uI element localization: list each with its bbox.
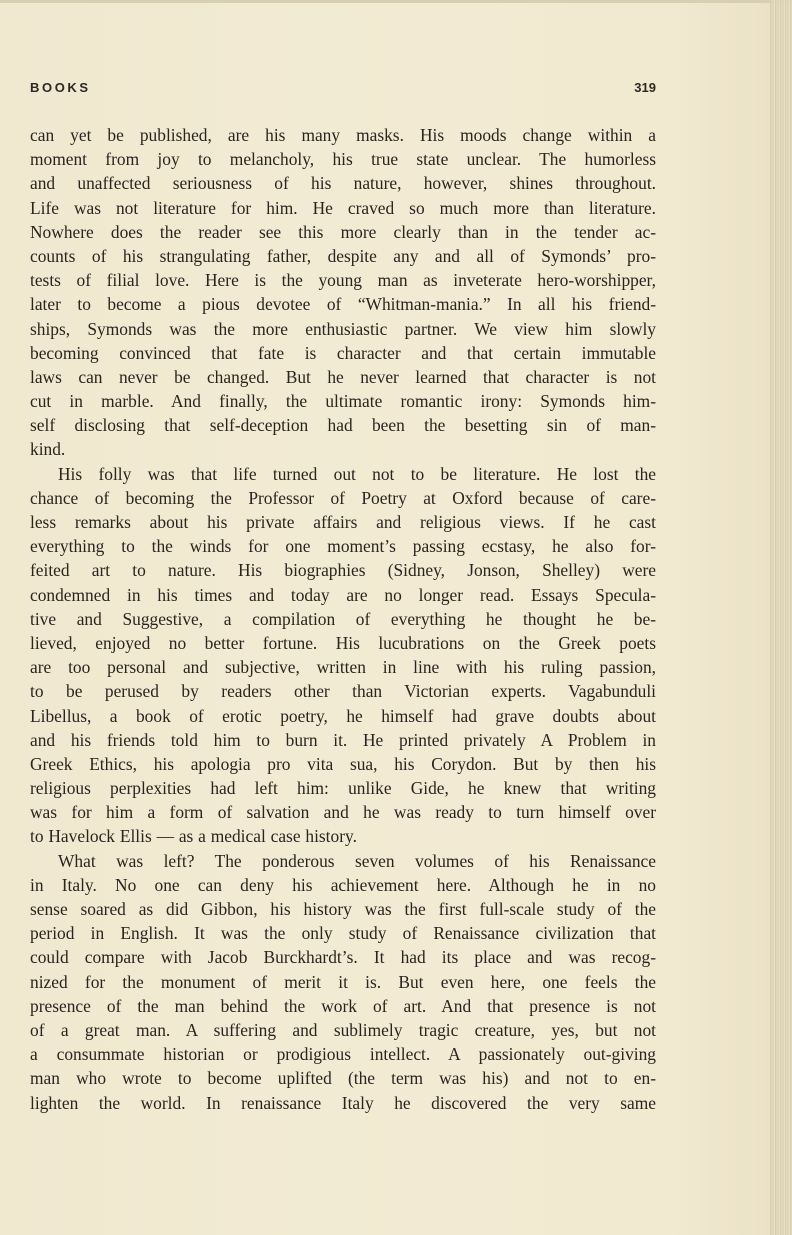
text-line: sense soared as did Gibbon, his history was the first full-scale study of the (30, 899, 656, 919)
text-line: later to become a pious devotee of “Whitman-mania.” In all his friend- (30, 294, 656, 315)
page-number: 319 (634, 80, 656, 95)
text-line: cut in marble. And finally, the ultimate romantic irony: Symonds him- (30, 391, 656, 412)
text-line: laws can never be changed. But he never learned that character is not (30, 366, 656, 387)
text-line: Nowhere does the reader see this more clearly than in the tender ac- (30, 221, 656, 242)
text-line: could compare with Jacob Burckhardt’s. It had its place and was recog- (30, 947, 656, 968)
text-line: Life was not literature for him. He craved so much more than literature. (30, 197, 656, 218)
text-line: What was left? The ponderous seven volumes of his Renaissance (58, 850, 656, 871)
text-line: presence of the man behind the work of art. And that presence is not (30, 995, 656, 1016)
text-line: nized for the monument of merit it is. But even here, one feels the (30, 971, 656, 992)
text-line: ships, Symonds was the more enthusiastic partner. We view him slowly (30, 318, 656, 339)
text-line: religious perplexities had left him: unlike Gide, he knew that writing (30, 778, 656, 799)
text-line: man who wrote to become uplifted (the term was his) and not to en- (30, 1068, 656, 1089)
body-text (30, 123, 656, 1115)
text-line: condemned in his times and today are no longer read. Essays Specula- (30, 584, 656, 605)
text-line: less remarks about his private affairs and religious views. If he cast (30, 512, 656, 532)
text-line: a consummate historian or prodigious intellect. A passionately out-giving (30, 1044, 656, 1065)
text-line: can yet be published, are his many masks. His moods change within a (30, 125, 656, 145)
text-line: are too personal and subjective, written in line with his ruling passion, (30, 657, 656, 678)
text-line: and unaffected seriousness of his nature, however, shines throughout. (30, 173, 656, 194)
text-line: moment from joy to melancholy, his true state unclear. The humorless (30, 149, 656, 170)
text-line: of a great man. A suffering and sublimely tragic creature, yes, but not (30, 1019, 656, 1040)
text-line: period in English. It was the only study of Renaissance civilization that (30, 923, 656, 944)
text-line: to Havelock Ellis — as a medical case history. (30, 826, 357, 847)
text-line: tive and Suggestive, a compilation of everything he thought he be- (30, 608, 656, 629)
text-line: and his friends told him to burn it. He printed privately A Problem in (30, 729, 656, 750)
text-line: becoming convinced that fate is character and that certain immutable (30, 342, 656, 363)
running-head (30, 80, 656, 102)
page-stack-edge (770, 0, 792, 1235)
text-line: to be perused by readers other than Victorian experts. Vagabunduli (30, 681, 656, 702)
text-line: Greek Ethics, his apologia pro vita sua, his Corydon. But by then his (30, 753, 656, 774)
text-line: lighten the world. In renaissance Italy he discovered the very same (30, 1092, 656, 1113)
text-line: in Italy. No one can deny his achievement here. Although he in no (30, 874, 656, 895)
text-line: was for him a form of salvation and he was ready to turn himself over (30, 802, 656, 823)
text-line: self disclosing that self-deception had been the besetting sin of man- (30, 415, 656, 436)
text-line: lieved, enjoyed no better fortune. His lucubrations on the Greek poets (30, 632, 656, 653)
running-head-title: BOOKS (30, 80, 91, 95)
text-line: everything to the winds for one moment’s passing ecstasy, he also for- (30, 536, 656, 557)
page-top-edge (0, 0, 792, 3)
text-line: Libellus, a book of erotic poetry, he himself had grave doubts about (30, 705, 656, 726)
text-line: counts of his strangulating father, despite any and all of Symonds’ pro- (30, 245, 656, 266)
text-line: feited art to nature. His biographies (Sidney, Jonson, Shelley) were (30, 560, 656, 581)
text-line: chance of becoming the Professor of Poetry at Oxford because of care- (30, 487, 656, 508)
text-line: kind. (30, 439, 66, 460)
text-line: His folly was that life turned out not to be literature. He lost the (58, 463, 656, 484)
text-line: tests of filial love. Here is the young man as inveterate hero-worshipper, (30, 270, 656, 291)
